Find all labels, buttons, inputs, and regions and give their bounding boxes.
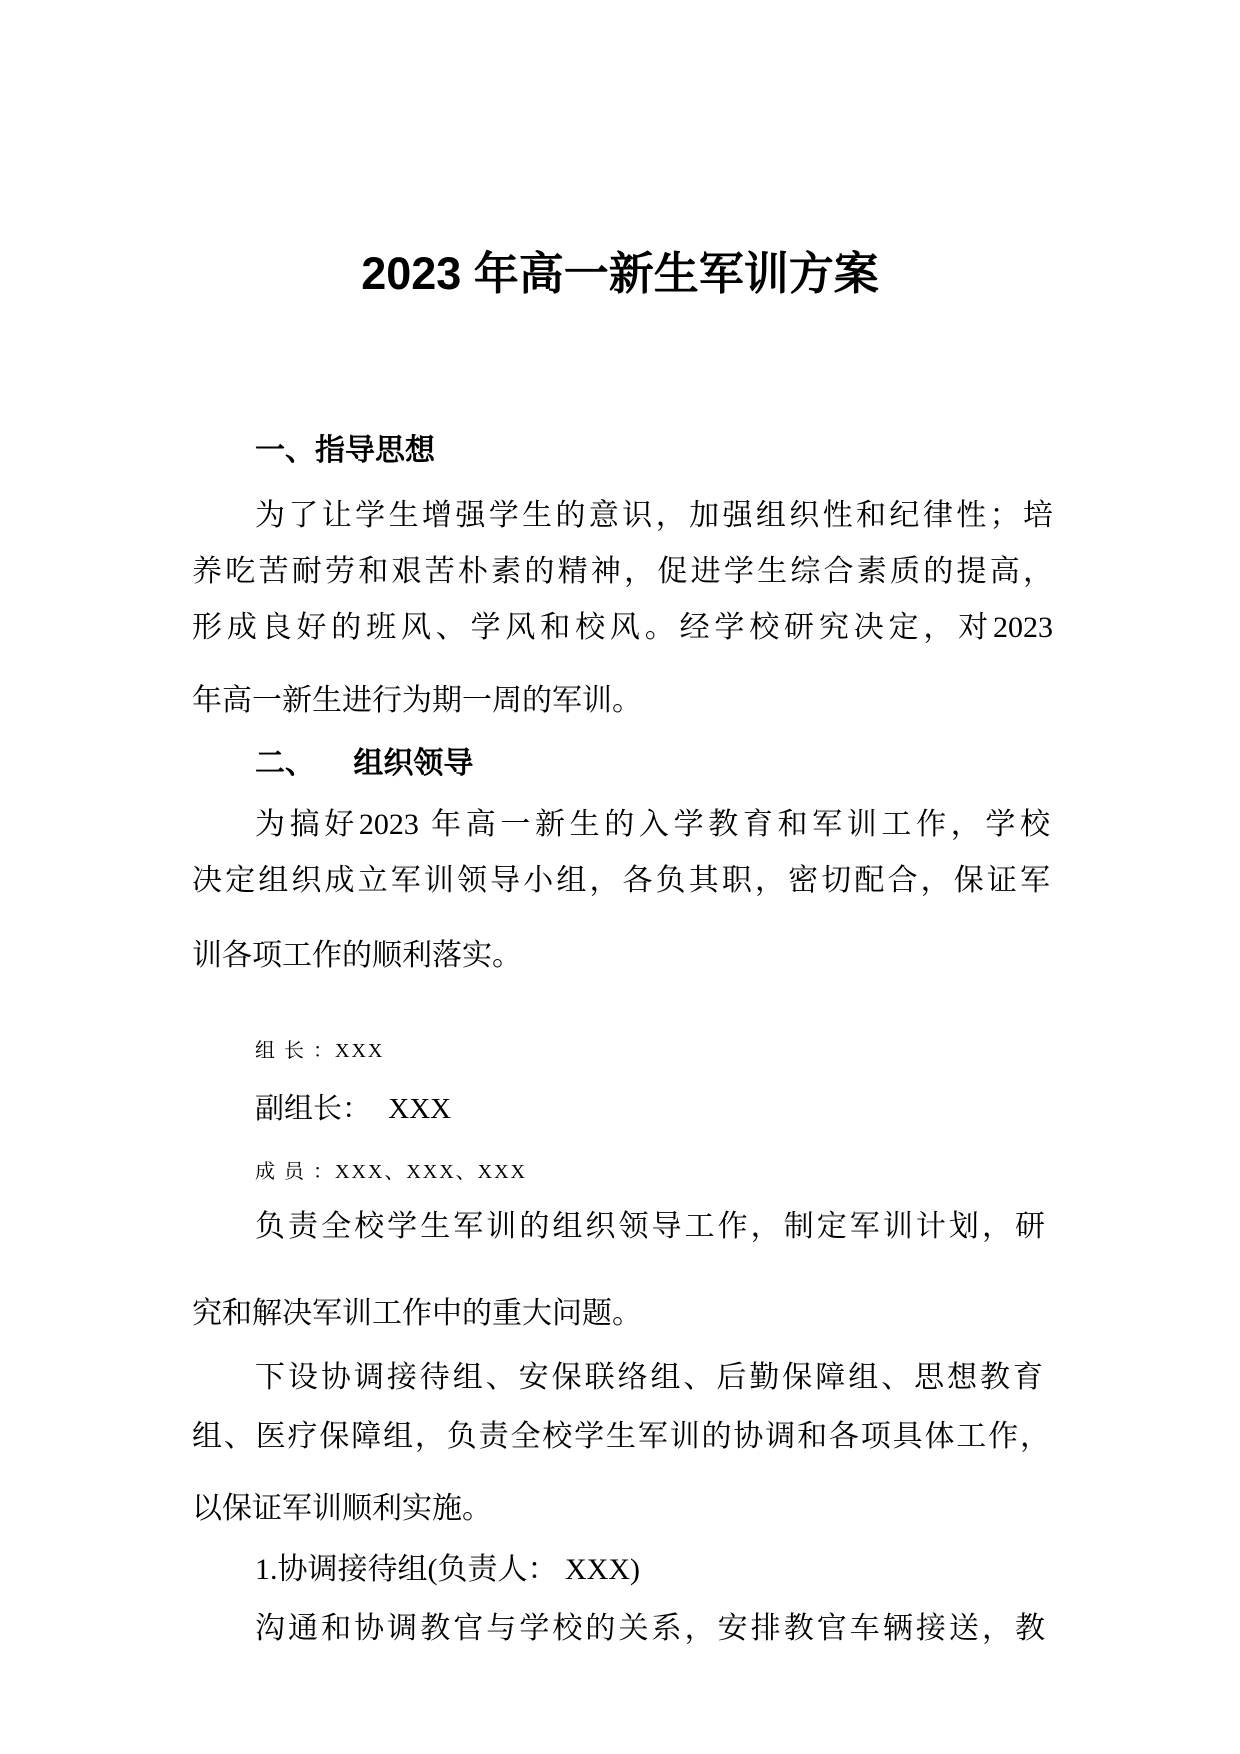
section-heading-guiding-ideology: 一、指导思想 <box>255 434 435 467</box>
subgroup-heading-reception: 1.协调接待组(负责人： XXX) <box>255 1553 640 1586</box>
paragraph-line: 下设协调接待组、安保联络组、后勤保障组、思想教育 <box>255 1361 1043 1394</box>
paragraph-line: 形成良好的班风、学风和校风。经学校研究决定，对2023 <box>192 611 1053 644</box>
section-heading-organization: 二、 组织领导 <box>255 747 474 780</box>
paragraph-line: 负责全校学生军训的组织领导工作，制定军训计划，研 <box>255 1210 1045 1243</box>
paragraph-line: 决定组织成立军训领导小组，各负其职，密切配合，保证军 <box>192 864 1050 897</box>
group-members-line: 成 员 ：XXX、XXX、XXX <box>255 1161 527 1183</box>
paragraph-line: 为搞好2023 年高一新生的入学教育和军训工作，学校 <box>255 808 1050 841</box>
group-leader-line: 组 长 ：XXX <box>255 1040 385 1062</box>
paragraph-line: 训各项工作的顺利落实。 <box>192 939 522 972</box>
paragraph-line: 组、医疗保障组，负责全校学生军训的协调和各项具体工作， <box>192 1420 1050 1453</box>
paragraph-line: 以保证军训顺利实施。 <box>192 1492 492 1525</box>
paragraph-line: 究和解决军训工作中的重大问题。 <box>192 1297 642 1330</box>
deputy-leader-line: 副组长： XXX <box>255 1093 452 1125</box>
paragraph-line: 沟通和协调教官与学校的关系，安排教官车辆接送，教 <box>255 1612 1045 1645</box>
paragraph-line: 养吃苦耐劳和艰苦朴素的精神，促进学生综合素质的提高， <box>192 555 1053 588</box>
document-title: 2023 年高一新生军训方案 <box>361 248 879 299</box>
paragraph-line: 为了让学生增强学生的意识，加强组织性和纪律性；培 <box>255 499 1053 532</box>
paragraph-line: 年高一新生进行为期一周的军训。 <box>192 684 642 717</box>
